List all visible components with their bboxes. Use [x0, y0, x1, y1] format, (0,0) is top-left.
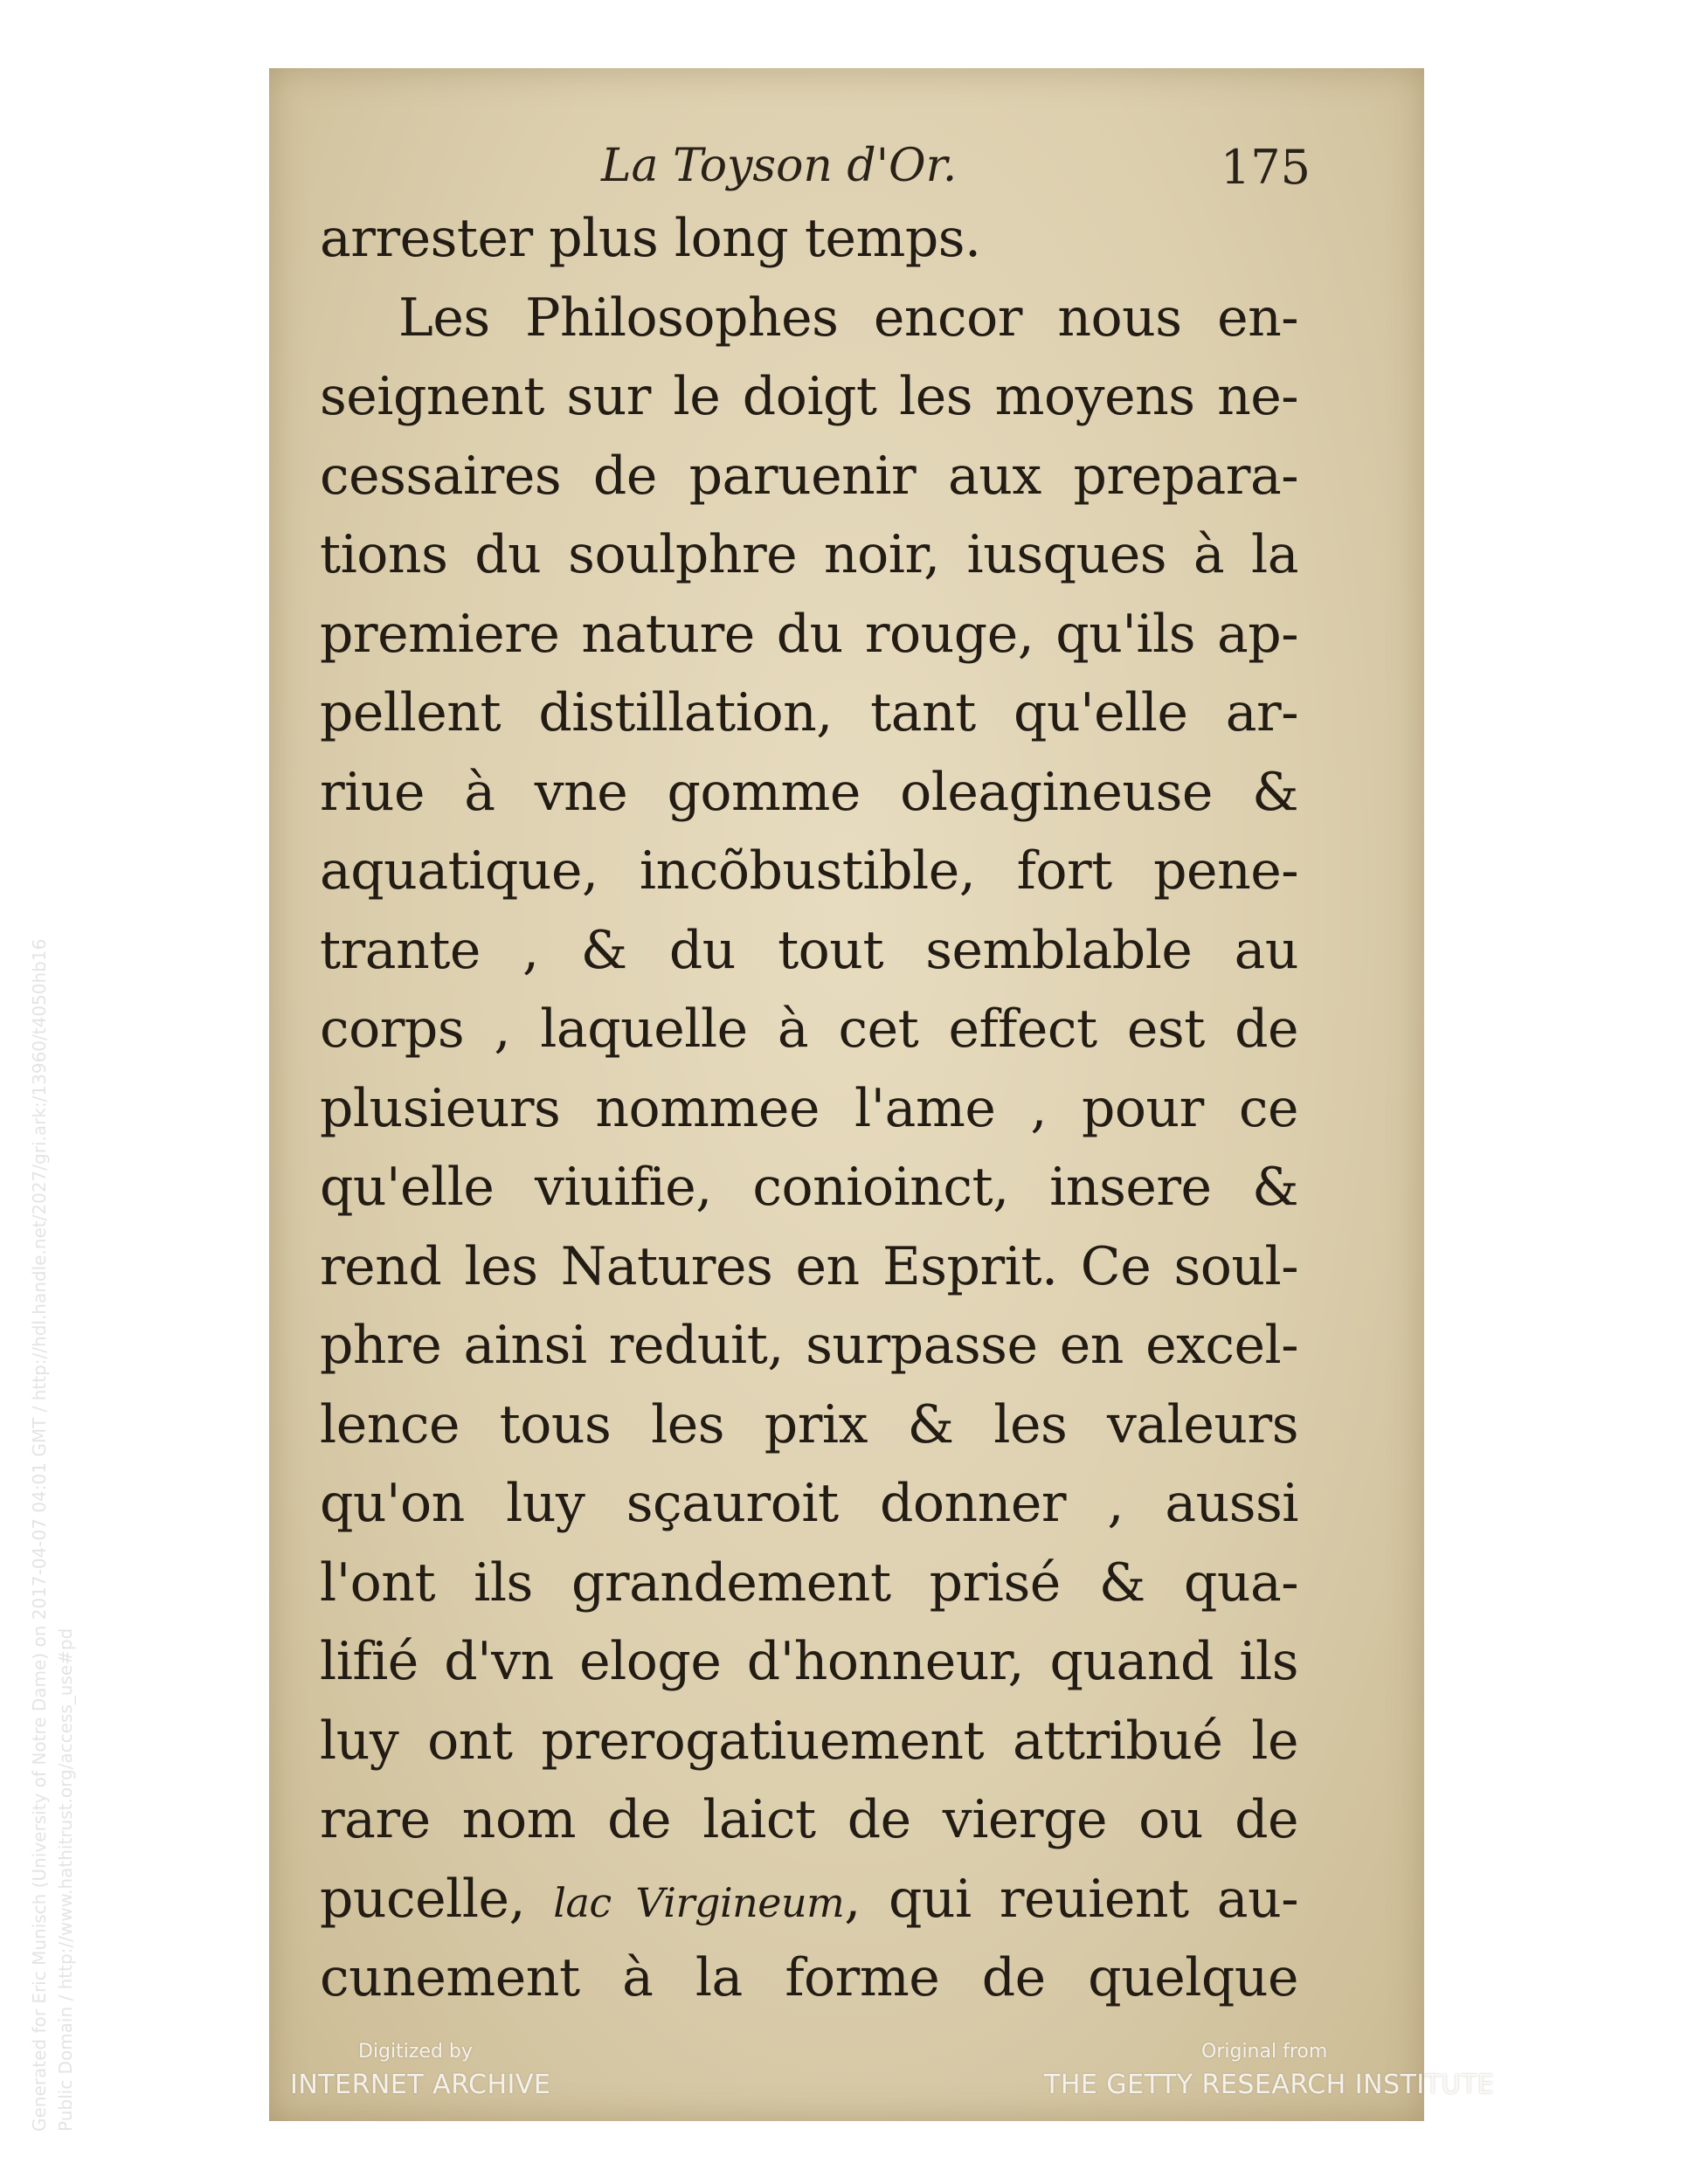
text-line: tions du soulphre noir, iusques à la	[320, 524, 1298, 585]
page-header	[269, 140, 1424, 201]
text-line: riue à vne gomme oleagineuse &	[320, 761, 1298, 823]
credit-big-text: INTERNET ARCHIVE	[290, 2070, 551, 2100]
text-line: lence tous les prix & les valeurs	[320, 1393, 1298, 1455]
text-line: phre ainsi reduit, surpasse en excel-	[320, 1315, 1298, 1376]
text-segment: , qui reuient au-	[844, 1868, 1298, 1930]
credit-small-text: Original from	[1201, 2041, 1328, 2063]
body-text	[320, 199, 1298, 2018]
text-line: plusieurs nommee l'ame , pour ce	[320, 1077, 1298, 1139]
text-line: trante , & du tout semblable au	[320, 919, 1298, 981]
text-line: arrester plus long temps.	[320, 208, 981, 269]
text-segment: pucelle,	[320, 1868, 526, 1930]
text-line: seignent sur le doigt les moyens ne-	[320, 366, 1298, 427]
text-line: rare nom de laict de vierge ou de	[320, 1789, 1298, 1850]
credit-big-text: THE GETTY RESEARCH INSTITUTE	[1044, 2070, 1495, 2100]
text-line: rend les Natures en Esprit. Ce soul-	[320, 1235, 1298, 1297]
page-number: 175	[1220, 140, 1311, 195]
text-line: luy ont prerogatiuement attribué le	[320, 1710, 1298, 1772]
digitized-by-credit	[290, 2041, 550, 2100]
running-title: La Toyson d'Or.	[601, 140, 958, 192]
text-line: cunement à la forme de quelque	[320, 1947, 1298, 2008]
original-from-credit	[1044, 2041, 1494, 2100]
scanned-page	[269, 68, 1424, 2121]
text-line: l'ont ils grandement prisé & qua-	[320, 1552, 1298, 1614]
text-line-latin	[320, 1860, 1298, 1939]
text-line: pellent distillation, tant qu'elle ar-	[320, 682, 1298, 743]
watermark-line: Public Domain / http://www.hathitrust.org/access_use#pd	[55, 1628, 76, 2132]
latin-phrase: lac Virgineum	[553, 1878, 845, 1926]
text-line: corps , laquelle à cet effect est de	[320, 999, 1298, 1060]
text-line: lifié d'vn eloge d'honneur, quand ils	[320, 1631, 1298, 1692]
watermark-line: Generated for Eric Munisch (University of Notre Dame) on 2017-04-07 04:01 GMT / http://hdl.handle.net/2027/gri.ark:/13960/t4050hb16	[29, 938, 50, 2132]
text-line: aquatique, incõbustible, fort pene-	[320, 840, 1298, 902]
text-line: qu'elle viuifie, conioinct, insere &	[320, 1157, 1298, 1218]
text-line: Les Philosophes encor nous en-	[398, 287, 1298, 349]
text-line: premiere nature du rouge, qu'ils ap-	[320, 603, 1298, 665]
text-line: qu'on luy sçauroit donner , aussi	[320, 1473, 1298, 1534]
credit-small-text: Digitized by	[358, 2041, 473, 2063]
generated-watermark	[26, 939, 79, 2132]
text-line: cessaires de paruenir aux prepara-	[320, 445, 1298, 507]
